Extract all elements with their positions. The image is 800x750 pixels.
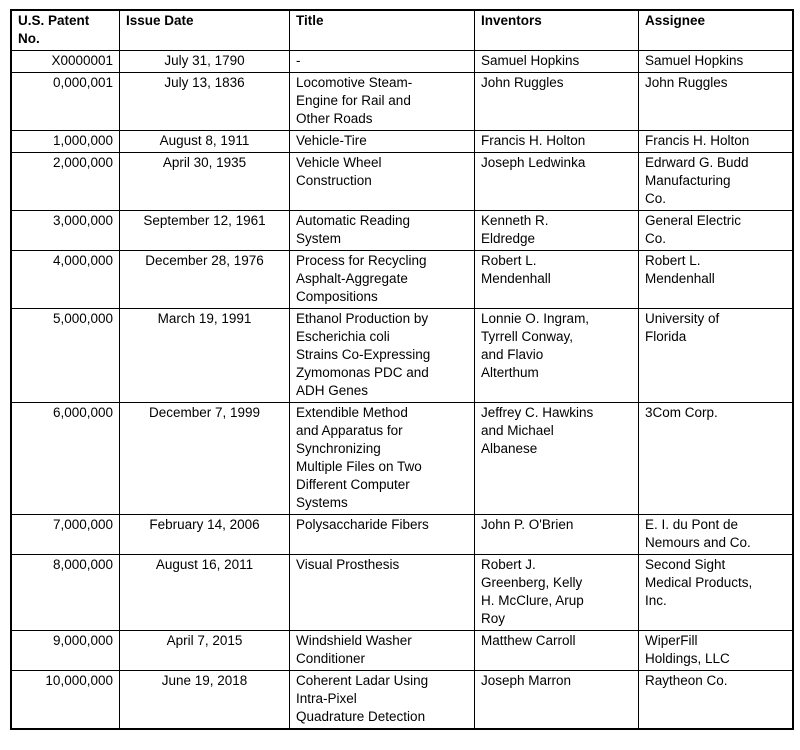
header-cell-issue-date: Issue Date — [120, 10, 290, 51]
cell-patent-no: 4,000,000 — [11, 251, 120, 309]
table-row — [11, 251, 793, 309]
cell-title: Windshield Washer Conditioner — [290, 631, 475, 671]
cell-issue-date: February 14, 2006 — [120, 515, 290, 555]
cell-issue-date: August 8, 1911 — [120, 131, 290, 153]
cell-inventors: Matthew Carroll — [475, 631, 639, 671]
table-row — [11, 515, 793, 555]
cell-inventors: Jeffrey C. Hawkins and Michael Albanese — [475, 403, 639, 515]
cell-issue-date: December 28, 1976 — [120, 251, 290, 309]
table-row — [11, 403, 793, 515]
cell-issue-date: March 19, 1991 — [120, 309, 290, 403]
cell-issue-date: July 13, 1836 — [120, 73, 290, 131]
cell-inventors: Robert J. Greenberg, Kelly H. McClure, Arup Roy — [475, 555, 639, 631]
cell-patent-no: 2,000,000 — [11, 153, 120, 211]
cell-inventors: Samuel Hopkins — [475, 51, 639, 73]
cell-title: Vehicle Wheel Construction — [290, 153, 475, 211]
cell-patent-no: 7,000,000 — [11, 515, 120, 555]
cell-inventors: Joseph Marron — [475, 671, 639, 730]
table-row — [11, 309, 793, 403]
header-cell-title: Title — [290, 10, 475, 51]
cell-patent-no: X0000001 — [11, 51, 120, 73]
cell-patent-no: 3,000,000 — [11, 211, 120, 251]
cell-assignee: E. I. du Pont de Nemours and Co. — [639, 515, 794, 555]
cell-assignee: John Ruggles — [639, 73, 794, 131]
table-row — [11, 51, 793, 73]
cell-assignee: University of Florida — [639, 309, 794, 403]
table-row — [11, 153, 793, 211]
cell-patent-no: 6,000,000 — [11, 403, 120, 515]
cell-assignee: Samuel Hopkins — [639, 51, 794, 73]
cell-title: Vehicle-Tire — [290, 131, 475, 153]
table-row — [11, 631, 793, 671]
cell-issue-date: June 19, 2018 — [120, 671, 290, 730]
cell-title: - — [290, 51, 475, 73]
cell-title: Extendible Method and Apparatus for Synchronizing Multiple Files on Two Different Computer Systems — [290, 403, 475, 515]
cell-inventors: Lonnie O. Ingram, Tyrrell Conway, and Flavio Alterthum — [475, 309, 639, 403]
table-row — [11, 131, 793, 153]
cell-assignee: Raytheon Co. — [639, 671, 794, 730]
cell-assignee: Second Sight Medical Products, Inc. — [639, 555, 794, 631]
table-row — [11, 555, 793, 631]
cell-title: Visual Prosthesis — [290, 555, 475, 631]
cell-title: Process for Recycling Asphalt-Aggregate Compositions — [290, 251, 475, 309]
cell-issue-date: September 12, 1961 — [120, 211, 290, 251]
cell-inventors: Kenneth R. Eldredge — [475, 211, 639, 251]
table-row — [11, 73, 793, 131]
patent-table — [10, 9, 794, 730]
cell-title: Ethanol Production by Escherichia coli Strains Co-Expressing Zymomonas PDC and ADH Genes — [290, 309, 475, 403]
cell-patent-no: 9,000,000 — [11, 631, 120, 671]
cell-inventors: Joseph Ledwinka — [475, 153, 639, 211]
cell-assignee: General Electric Co. — [639, 211, 794, 251]
cell-title: Locomotive Steam- Engine for Rail and Other Roads — [290, 73, 475, 131]
cell-inventors: John Ruggles — [475, 73, 639, 131]
cell-issue-date: July 31, 1790 — [120, 51, 290, 73]
cell-patent-no: 0,000,001 — [11, 73, 120, 131]
cell-inventors: Francis H. Holton — [475, 131, 639, 153]
table-row — [11, 671, 793, 730]
cell-issue-date: August 16, 2011 — [120, 555, 290, 631]
cell-assignee: Edrward G. Budd Manufacturing Co. — [639, 153, 794, 211]
header-cell-patent-no: U.S. Patent No. — [11, 10, 120, 51]
cell-patent-no: 1,000,000 — [11, 131, 120, 153]
cell-title: Coherent Ladar Using Intra-Pixel Quadrature Detection — [290, 671, 475, 730]
cell-assignee: Francis H. Holton — [639, 131, 794, 153]
cell-title: Polysaccharide Fibers — [290, 515, 475, 555]
cell-patent-no: 10,000,000 — [11, 671, 120, 730]
cell-patent-no: 5,000,000 — [11, 309, 120, 403]
cell-assignee: 3Com Corp. — [639, 403, 794, 515]
cell-patent-no: 8,000,000 — [11, 555, 120, 631]
header-row — [11, 10, 793, 51]
cell-issue-date: December 7, 1999 — [120, 403, 290, 515]
cell-title: Automatic Reading System — [290, 211, 475, 251]
cell-issue-date: April 30, 1935 — [120, 153, 290, 211]
header-cell-inventors: Inventors — [475, 10, 639, 51]
table-row — [11, 211, 793, 251]
cell-issue-date: April 7, 2015 — [120, 631, 290, 671]
cell-inventors: John P. O'Brien — [475, 515, 639, 555]
cell-assignee: WiperFill Holdings, LLC — [639, 631, 794, 671]
cell-inventors: Robert L. Mendenhall — [475, 251, 639, 309]
header-cell-assignee: Assignee — [639, 10, 794, 51]
cell-assignee: Robert L. Mendenhall — [639, 251, 794, 309]
